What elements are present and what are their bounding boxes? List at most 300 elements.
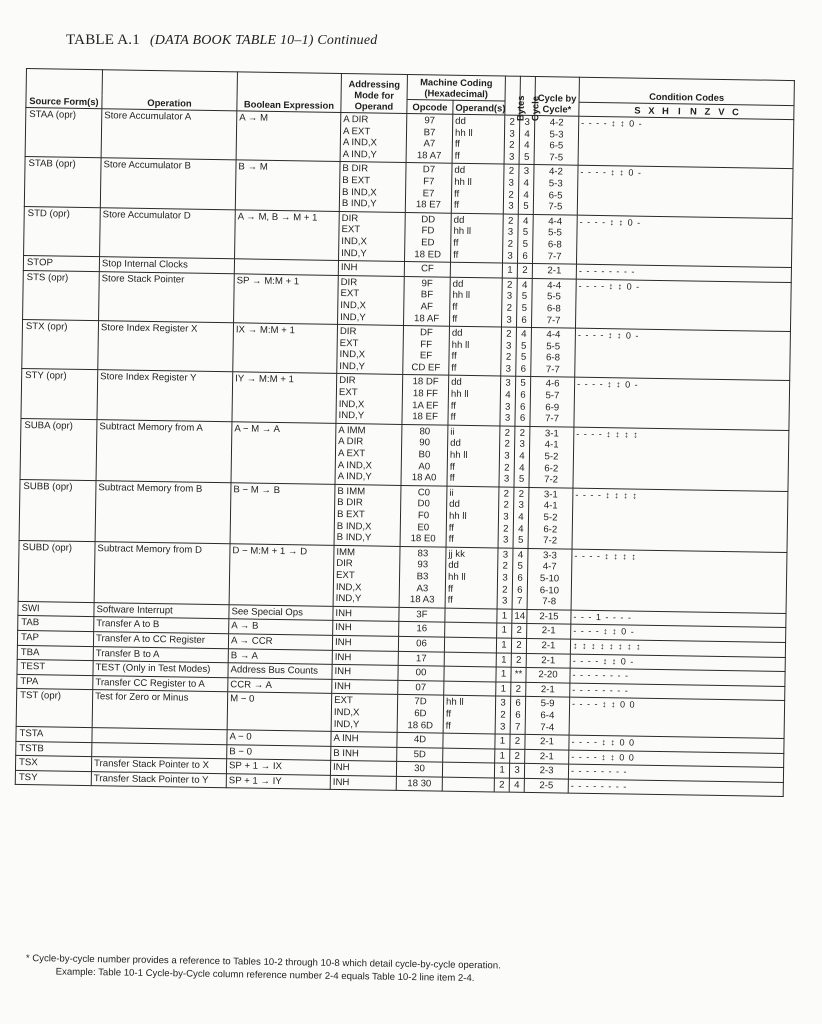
cycle-by-cycle-cell [529, 426, 574, 488]
cycles-cell [511, 653, 526, 668]
addressing-mode-cell-line: B IMM [337, 485, 366, 498]
addressing-mode-cell [332, 650, 398, 666]
condition-codes-cell-line: - - - - ↕ ↕ 0 - [572, 655, 635, 667]
opcode-cell-line: 18 DF [412, 376, 439, 388]
bytes-cell-line: 3 [509, 128, 515, 140]
bytes-cell-line: 2 [504, 439, 510, 451]
addressing-mode-cell-line: B INH [333, 747, 359, 759]
addressing-mode-cell-line: A IND,X [342, 137, 378, 149]
operands-cell-line: dd [453, 214, 465, 226]
opcode-cell-line: 18 ED [414, 248, 442, 261]
bytes-cell-line: 1 [499, 750, 506, 762]
addressing-mode-cell-line: IND,X [335, 581, 362, 593]
addressing-mode-cell [339, 211, 406, 261]
cycle-by-cycle-cell-line: 4-1 [543, 500, 558, 512]
cycle-by-cycle-cell-line: 4-6 [545, 378, 560, 390]
opcode-cell-line: D7 [422, 164, 436, 176]
boolean-cell-line: CCR → A [230, 679, 273, 691]
operands-cell [444, 637, 496, 652]
operands-cell-line: ff [447, 594, 453, 606]
src-cell-line: SUBA (opr) [24, 419, 73, 432]
operands-cell-line: hh ll [449, 449, 468, 462]
addressing-mode-cell [332, 679, 398, 695]
src-cell [19, 479, 96, 541]
cycle-by-cycle-cell-line: 7-5 [548, 201, 563, 213]
bytes-cell-line: 1 [501, 610, 508, 622]
operands-cell [444, 666, 496, 681]
bytes-cell [496, 682, 511, 697]
bytes-cell-line: 3 [502, 549, 509, 561]
cycle-by-cycle-cell-line: 6-9 [545, 401, 560, 414]
src-cell-line: TAB [21, 617, 40, 629]
condition-codes-cell [569, 697, 785, 738]
boolean-cell-line: B → M [238, 161, 268, 174]
boolean-cell [227, 692, 332, 731]
bytes-cell-line: 1 [500, 668, 507, 680]
operation-cell-line: Transfer CC Register to A [95, 676, 205, 690]
operation-cell-line: Store Accumulator D [102, 208, 191, 222]
boolean-cell-line: B → A [230, 649, 259, 662]
operands-cell-line: hh ll [445, 696, 464, 709]
cycle-by-cycle-cell-line: 5-2 [544, 451, 559, 463]
operands-cell-line [445, 749, 492, 750]
cycle-by-cycle-cell-line: 6-2 [544, 462, 559, 475]
col-header-opcode: Opcode [407, 99, 453, 114]
operands-cell-line: ff [453, 237, 459, 249]
addressing-mode-cell-line: B IND,Y [336, 532, 372, 544]
bytes-cell-line: 3 [499, 721, 506, 733]
addressing-mode-cell-line: B EXT [336, 508, 365, 521]
boolean-cell [229, 544, 334, 607]
cycle-by-cycle-cell-line: 3-1 [543, 489, 558, 501]
src-cell-line: TSTA [19, 728, 44, 740]
cycles-cell [517, 278, 533, 328]
operands-cell-line: ff [454, 150, 460, 162]
cycles-cell-line: 2 [522, 264, 528, 277]
addressing-mode-cell [340, 112, 407, 162]
opcode-cell-line: 93 [417, 559, 429, 571]
boolean-cell [234, 259, 338, 275]
operands-cell-line [446, 682, 493, 683]
addressing-mode-cell [338, 261, 404, 277]
opcode-cell-line: ED [421, 237, 435, 249]
cc-bit-v: V [718, 105, 725, 117]
opcode-cell-line: 18 A3 [409, 594, 435, 606]
operation-cell-line: TEST (Only in Test Modes) [95, 662, 211, 676]
operation-cell-line: Subtract Memory from D [97, 542, 203, 556]
cycle-by-cycle-cell-line: 2-20 [538, 669, 558, 681]
bytes-cell-line: 3 [508, 200, 514, 212]
opcode-cell-line: F0 [417, 510, 430, 522]
operands-cell [442, 777, 494, 792]
opcode-cell-line: 16 [416, 623, 428, 635]
condition-codes-cell [573, 427, 789, 491]
src-cell-line: STS (opr) [26, 271, 69, 284]
bytes-cell [502, 263, 517, 278]
opcode-cell [397, 747, 443, 762]
condition-codes-cell-line: - - - - ↕ ↕ 0 0 [571, 736, 636, 748]
operands-cell-line: hh ll [452, 290, 471, 302]
boolean-cell [231, 422, 336, 485]
cycle-by-cycle-cell [526, 668, 570, 683]
cycle-by-cycle-cell-line: 7-2 [544, 474, 559, 486]
operands-cell-line: ii [449, 487, 454, 499]
opcode-cell-line: 9F [421, 277, 433, 290]
cycle-by-cycle-cell-line: 2-15 [539, 610, 559, 623]
boolean-cell-line: B − 0 [229, 745, 253, 758]
bytes-cell-line: 1 [501, 639, 507, 651]
boolean-cell [229, 619, 333, 635]
opcode-cell [403, 326, 450, 376]
col-header-bytes [505, 76, 526, 122]
boolean-cell [230, 483, 335, 546]
opcode-cell-line: 83 [417, 547, 429, 560]
opcode-cell-line: BF [420, 289, 434, 301]
addressing-mode-cell [331, 746, 397, 762]
opcode-cell-line: A3 [416, 582, 429, 594]
bytes-cell [496, 667, 511, 682]
cycles-cell-line: 7 [514, 721, 521, 733]
cycles-cell-line: 4 [524, 128, 530, 140]
cycles-cell-line: 2 [515, 683, 522, 695]
condition-codes-cell-line: - - - - ↕ ↕ ↕ ↕ [574, 550, 637, 562]
cycles-cell-line: 5 [521, 291, 528, 303]
bytes-cell-line: 2 [506, 328, 512, 340]
bytes-label: Bytes [514, 95, 526, 122]
src-cell-line: TEST [20, 661, 46, 673]
operation-cell [98, 321, 234, 372]
src-cell [23, 270, 100, 321]
addressing-mode-cell-line: IND,Y [333, 718, 360, 730]
condition-codes-cell-line: - - - - - - - - [572, 684, 629, 696]
addressing-mode-cell-line: DIR [341, 212, 359, 224]
boolean-cell [228, 677, 332, 693]
operands-cell-line: hh ll [451, 339, 470, 351]
operation-cell-line: Subtract Memory from A [99, 421, 203, 434]
cycle-by-cycle-cell-line: 4-1 [544, 439, 559, 451]
bytes-cell-line: 3 [506, 314, 512, 326]
addressing-mode-cell-line: IND,X [339, 349, 366, 361]
operands-cell [445, 608, 497, 623]
cycle-by-cycle-cell-line: 6-8 [546, 303, 561, 315]
addressing-mode-cell [330, 775, 396, 791]
opcode-cell [401, 424, 448, 486]
operands-cell-line: ii [450, 426, 455, 438]
operands-cell-line: dd [455, 115, 466, 127]
bytes-cell [498, 487, 514, 548]
operands-cell-line [453, 264, 500, 265]
src-cell [17, 660, 93, 676]
bytes-cell-line: 2 [500, 709, 506, 721]
cycle-by-cycle-cell-line: 6-2 [543, 523, 558, 535]
cycles-cell [512, 609, 527, 624]
boolean-cell-line: SP + 1 → IX [228, 760, 283, 773]
boolean-cell-line: SP + 1 → IY [228, 775, 282, 787]
addressing-mode-cell-line: DIR [339, 375, 356, 387]
addressing-mode-cell-line: INH [334, 651, 352, 663]
src-cell [16, 689, 93, 728]
operands-cell-line: ff [451, 362, 457, 374]
cycles-cell-line: 5 [517, 534, 524, 547]
bytes-cell [495, 749, 510, 764]
addressing-mode-cell-line: B IND,X [342, 186, 377, 199]
opcode-cell-line: 18 A7 [416, 149, 442, 162]
boolean-cell [226, 774, 330, 790]
bytes-cell-line: 1 [499, 764, 505, 776]
operands-cell-line: ff [445, 708, 452, 720]
operands-cell-line [447, 624, 494, 625]
cycle-by-cycle-cell [526, 638, 570, 653]
cycles-cell-line: 4 [523, 189, 529, 201]
operands-cell-line: ff [452, 301, 458, 313]
cycle-by-cycle-cell-line: 2-1 [541, 654, 556, 666]
operation-cell-line: Stop Internal Clocks [101, 258, 188, 271]
cycle-by-cycle-cell-line: 7-7 [546, 314, 561, 326]
cc-bit-i: I [678, 105, 681, 117]
bytes-cell-line: 3 [504, 450, 510, 462]
bytes-cell-line: 1 [499, 735, 506, 747]
opcode-cell-line: 30 [414, 763, 425, 775]
operation-cell-line [95, 729, 225, 731]
cycles-cell [516, 327, 532, 377]
condition-codes-cell-line: - - - - ↕ ↕ 0 - [581, 117, 643, 129]
instruction-table [15, 68, 795, 797]
cycle-by-cycle-cell-line: 7-5 [549, 152, 564, 164]
addressing-mode-cell-line: DIR [336, 558, 353, 570]
addressing-mode-cell-line: B EXT [342, 174, 371, 187]
cycles-cell-line: 6 [520, 389, 526, 401]
cycles-cell-line: 7 [516, 595, 523, 608]
bytes-cell-line: 3 [503, 473, 510, 485]
cycles-cell [512, 548, 528, 609]
operation-cell [91, 771, 226, 788]
cycle-by-cycle-cell-line: 2-1 [539, 736, 555, 748]
cycle-by-cycle-cell [525, 749, 569, 764]
opcode-cell-line: 3F [416, 608, 428, 621]
opcode-cell-line: 18 A0 [411, 472, 437, 484]
opcode-cell [398, 666, 444, 681]
cycle-by-cycle-cell-line: 5-7 [545, 390, 560, 402]
bytes-cell-line: 2 [508, 189, 514, 201]
cycles-cell-line: 5 [518, 474, 525, 486]
cycles-cell [514, 426, 530, 487]
boolean-cell-line: IY → M:M + 1 [235, 373, 294, 386]
cycles-cell [509, 778, 524, 793]
opcode-cell [399, 546, 446, 608]
bytes-cell-line: 3 [506, 290, 513, 302]
cycle-by-cycle-cell [530, 377, 575, 427]
cycle-by-cycle-cell-line: 6-4 [540, 710, 555, 722]
operands-cell [448, 376, 501, 426]
boolean-cell-line: M − 0 [230, 693, 255, 705]
bytes-cell [497, 623, 512, 638]
condition-codes-cell-line: ↕ ↕ ↕ ↕ ↕ ↕ ↕ ↕ [572, 640, 642, 652]
cycle-by-cycle-cell [524, 778, 568, 793]
bytes-cell-line: 2 [503, 499, 509, 512]
cycle-by-cycle-cell [526, 682, 570, 697]
bytes-cell-line: 2 [507, 238, 514, 250]
cycle-by-cycle-cell [525, 697, 570, 735]
src-cell [24, 157, 101, 208]
boolean-cell-line: A → M, B → M + 1 [237, 211, 318, 224]
src-cell-line: TSTB [19, 742, 44, 755]
addressing-mode-cell [331, 694, 398, 733]
condition-codes-cell-line: - - - - ↕ ↕ 0 - [577, 379, 639, 391]
instruction-table-sheet [12, 68, 800, 960]
operation-cell [100, 207, 236, 258]
addressing-mode-cell-line: INH [332, 776, 350, 789]
opcode-cell-line: 18 E7 [415, 199, 442, 211]
opcode-cell-line: 18 E0 [410, 533, 436, 545]
cycle-by-cycle-cell [527, 609, 571, 624]
opcode-cell-line: FF [420, 338, 433, 351]
addressing-mode-cell-line: INH [334, 666, 352, 678]
opcode-cell [402, 375, 449, 425]
addressing-mode-cell [336, 374, 403, 424]
operands-cell [449, 277, 502, 327]
addressing-mode-cell-line: B IND,X [336, 520, 372, 533]
operands-cell-line [448, 609, 495, 610]
cycles-cell-line: 4 [521, 328, 527, 340]
src-cell-line: TSX [18, 757, 38, 769]
opcode-cell-line: 18 EF [412, 411, 438, 423]
cycles-cell-line: 4 [524, 140, 530, 152]
condition-codes-cell-line: - - - - ↕ ↕ ↕ ↕ [575, 489, 638, 501]
cycles-cell-line: 6 [515, 709, 521, 721]
condition-codes-cell [574, 378, 790, 431]
bytes-cell-line: 3 [507, 250, 513, 262]
cycle-by-cycle-cell [531, 328, 576, 378]
condition-codes-cell-line: - - - - ↕ ↕ 0 - [577, 329, 640, 341]
operands-cell-line: ff [453, 188, 460, 200]
condition-codes-cell [578, 116, 794, 169]
operands-cell [451, 213, 504, 263]
operands-cell [443, 748, 495, 763]
bytes-cell-line: 2 [509, 139, 515, 151]
addressing-mode-cell-line: INH [332, 762, 350, 774]
condition-codes-cell [575, 279, 791, 332]
bytes-cell-line: 2 [506, 302, 513, 314]
operation-cell [95, 480, 231, 543]
addressing-mode-cell-line: EXT [338, 387, 358, 399]
cycles-cell-line: 2 [519, 427, 526, 439]
operation-cell [99, 271, 235, 322]
opcode-cell-line: DF [419, 327, 433, 339]
bytes-cell-line: 3 [507, 226, 514, 239]
src-cell [15, 756, 91, 772]
cycles-cell-line: 5 [521, 302, 528, 314]
opcode-cell [396, 776, 442, 791]
operation-cell-line: Transfer B to A [95, 647, 160, 660]
cycles-cell-line: 5 [520, 352, 527, 364]
operands-cell-line: jj kk [448, 548, 466, 560]
src-cell-line: STY (opr) [25, 370, 67, 383]
cycle-by-cycle-cell-line: 5-5 [547, 227, 563, 239]
bytes-cell-line: 1 [500, 683, 507, 695]
boolean-cell [234, 274, 339, 325]
opcode-cell-line: 4D [413, 734, 427, 746]
cycle-by-cycle-cell-line: 7-8 [542, 596, 557, 608]
addressing-mode-cell-line: IND,Y [335, 593, 362, 605]
cycle-by-cycle-cell-line: 6-5 [549, 140, 564, 152]
operands-cell [449, 326, 502, 376]
opcode-cell-line: 07 [415, 681, 427, 694]
cycle-by-cycle-cell [533, 214, 578, 264]
src-cell-line: SUBB (opr) [23, 480, 73, 493]
operands-cell [451, 164, 504, 214]
cycles-cell-line: 2 [514, 750, 521, 762]
bytes-cell-line: 2 [504, 427, 511, 439]
cycles-cell [518, 214, 534, 264]
bytes-cell-line: 1 [501, 624, 507, 636]
operation-cell-line: Subtract Memory from B [98, 482, 203, 495]
operands-cell-line: dd [452, 278, 464, 290]
addressing-mode-cell-line: IND,Y [340, 311, 366, 323]
boolean-cell-line: Address Bus Counts [230, 664, 319, 677]
cycle-by-cycle-cell-line: 4-2 [549, 117, 564, 129]
col-header-boolean: Boolean Expression [237, 72, 342, 113]
footnote-line-2: Example: Table 10-1 Cycle-by-Cycle column reference number 2-4 equals Table 10-2 line item 2-4. [55, 966, 475, 985]
condition-codes-cell [577, 166, 793, 219]
addressing-mode-cell-line: A IMM [338, 424, 366, 437]
boolean-cell-line: SP → M:M + 1 [236, 275, 300, 288]
opcode-cell-line: 1A EF [412, 399, 439, 412]
src-cell-line: TAP [20, 631, 40, 644]
cycle-by-cycle-cell-line: 5-2 [543, 512, 558, 524]
src-cell-line: STAB (opr) [28, 158, 76, 171]
cycle-by-cycle-cell-line: 4-2 [548, 166, 563, 178]
operation-cell-line: Transfer Stack Pointer to X [93, 758, 209, 772]
operands-cell-line: ff [448, 522, 455, 534]
bytes-cell-line: 3 [501, 595, 508, 607]
src-cell-line: TST (opr) [20, 690, 62, 702]
operands-cell-line: hh ll [453, 226, 472, 238]
addressing-mode-cell-line: EXT [340, 288, 360, 300]
cycles-cell-line: 4 [518, 511, 524, 523]
boolean-cell [229, 605, 333, 621]
cycle-by-cycle-cell [527, 548, 572, 610]
opcode-cell-line: 80 [419, 426, 431, 438]
col-header-source: Source Form(s) [26, 69, 103, 109]
operation-cell [96, 420, 232, 483]
operands-cell [450, 262, 502, 277]
opcode-cell-line: 97 [424, 115, 436, 127]
boolean-cell-line [237, 260, 336, 262]
condition-codes-cell [572, 488, 788, 552]
operands-cell-line [447, 639, 494, 640]
src-cell [16, 727, 92, 743]
bytes-cell-line: 2 [506, 279, 513, 291]
bytes-cell-line: 3 [508, 151, 515, 163]
src-cell [17, 674, 93, 690]
addressing-mode-cell [334, 484, 401, 546]
operands-cell-line: ff [448, 533, 454, 545]
cycles-cell [512, 624, 527, 639]
cycle-by-cycle-cell [527, 624, 571, 639]
table-label: TABLE A.1 [66, 32, 140, 48]
cycle-by-cycle-cell-line: 5-10 [539, 573, 560, 585]
col-header-operation: Operation [102, 70, 238, 111]
operation-cell-line: Transfer A to CC Register [95, 633, 206, 646]
src-cell-line: STD (opr) [27, 207, 70, 220]
addressing-mode-cell [333, 606, 399, 622]
operation-cell-line: Transfer A to B [96, 618, 160, 631]
operands-cell-line [446, 735, 493, 736]
cycles-cell [511, 638, 526, 653]
opcode-cell [404, 276, 451, 326]
operands-cell-line: hh ll [450, 388, 469, 401]
opcode-cell-line: B0 [418, 449, 431, 461]
